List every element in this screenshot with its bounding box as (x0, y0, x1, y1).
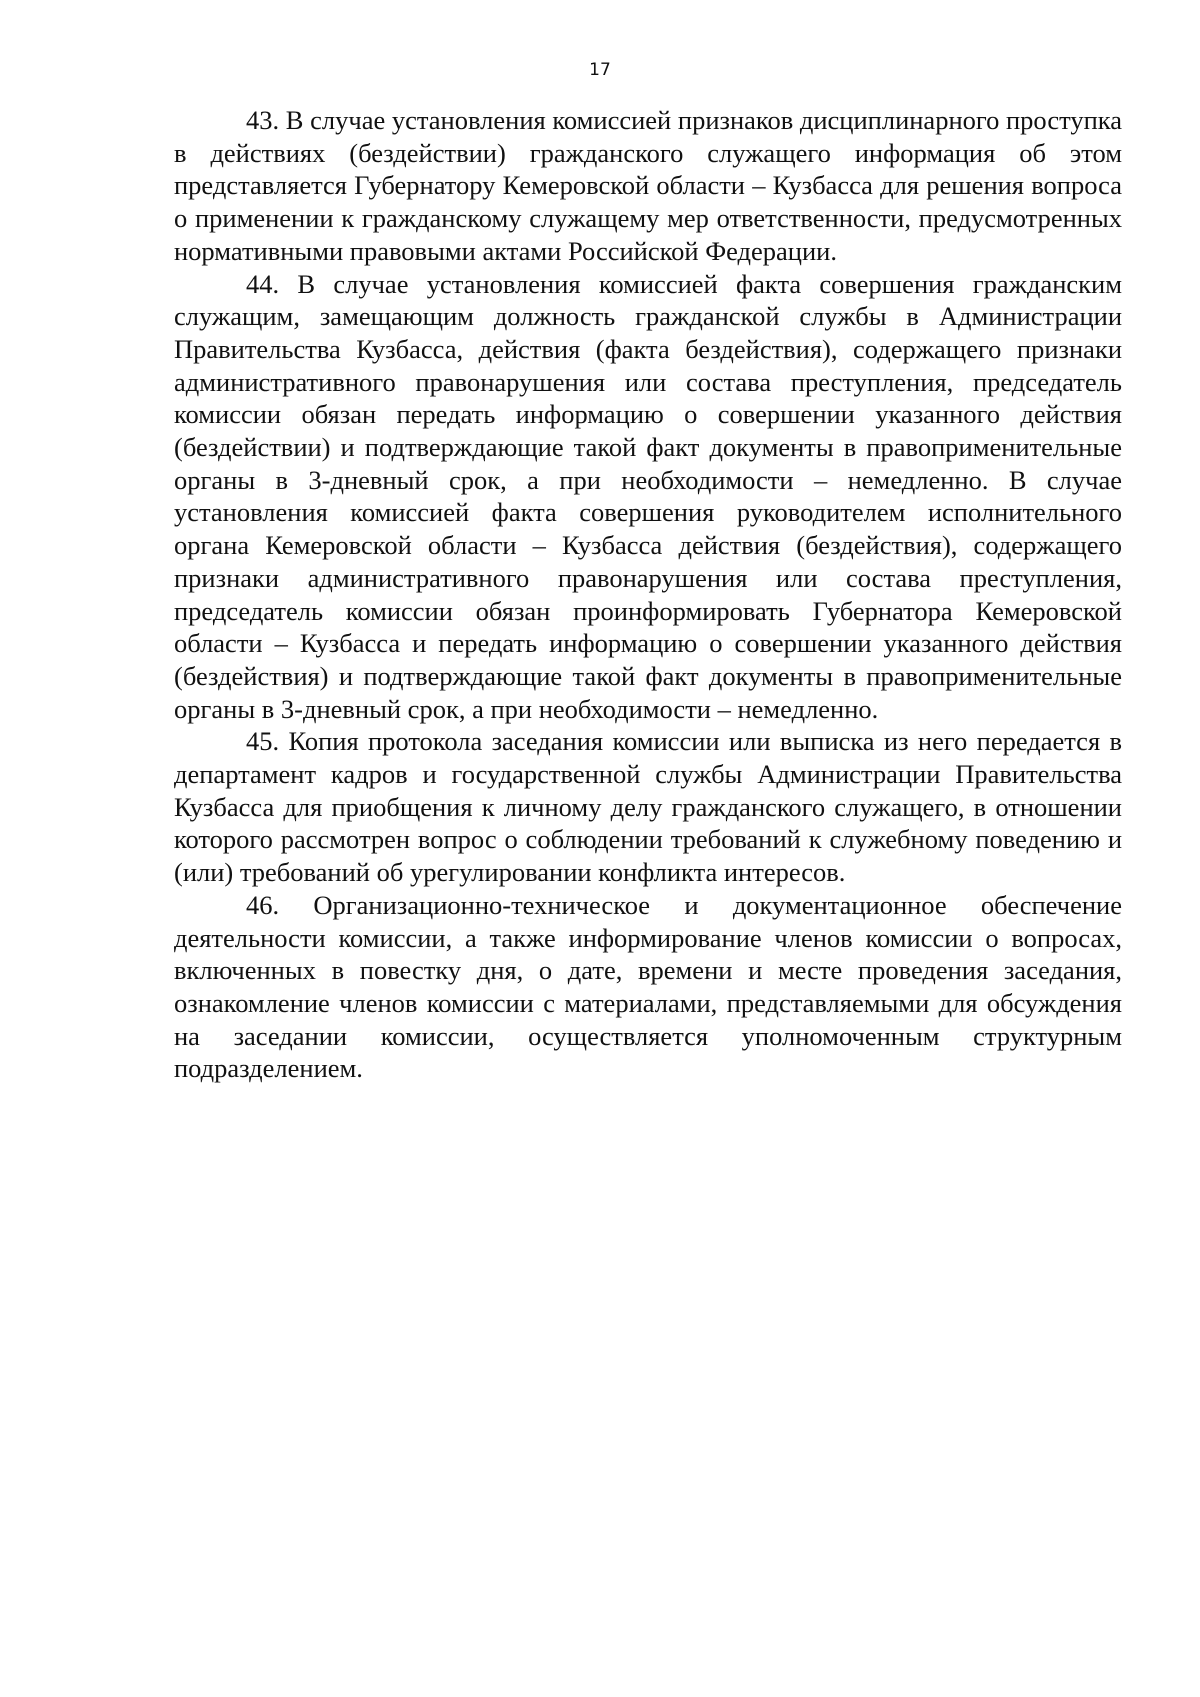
page-number: 17 (589, 60, 611, 80)
paragraph-44: 44. В случае установления комиссией факта совершения гражданским служащим, замещающим должность гражданской службы в Администрации Правительства Кузбасса, действия (факта бездействия), содержащего признаки административного правонарушения или состава преступления, председатель комиссии обязан передать информацию о совершении указанного действия (бездействии) и подтверждающие такой факт документы в правоприменительные органы в 3-дневный срок, а при необходимости – немедленно. В случае установления комиссией факта совершения руководителем исполнительного органа Кемеровской области – Кузбасса действия (бездействия), содержащего признаки административного правонарушения или состава преступления, председатель комиссии обязан проинформировать Губернатора Кемеровской области – Кузбасса и передать информацию о совершении указанного действия (бездействия) и подтверждающие такой факт документы в правоприменительные органы в 3-дневный срок, а при необходимости – немедленно. (174, 268, 1122, 724)
document-body (174, 104, 1122, 1085)
paragraph-46: 46. Организационно-техническое и документационное обеспечение деятельности комиссии, а также информирование членов комиссии о вопросах, включенных в повестку дня, о дате, времени и месте проведения заседания, ознакомление членов комиссии с материалами, представляемыми для обсуждения на заседании комиссии, осуществляется уполномоченным структурным подразделением. (174, 889, 1122, 1084)
paragraph-45: 45. Копия протокола заседания комиссии или выписка из него передается в департамент кадров и государственной службы Администрации Правительства Кузбасса для приобщения к личному делу гражданского служащего, в отношении которого рассмотрен вопрос о соблюдении требований к служебному поведению и (или) требований об урегулировании конфликта интересов. (174, 726, 1122, 888)
paragraph-43: 43. В случае установления комиссией признаков дисциплинарного проступка в действиях (бездействии) гражданского служащего информация об этом представляется Губернатору Кемеровской области – Кузбасса для решения вопроса о применении к гражданскому служащему мер ответственности, предусмотренных нормативными правовыми актами Российской Федерации. (174, 105, 1122, 266)
